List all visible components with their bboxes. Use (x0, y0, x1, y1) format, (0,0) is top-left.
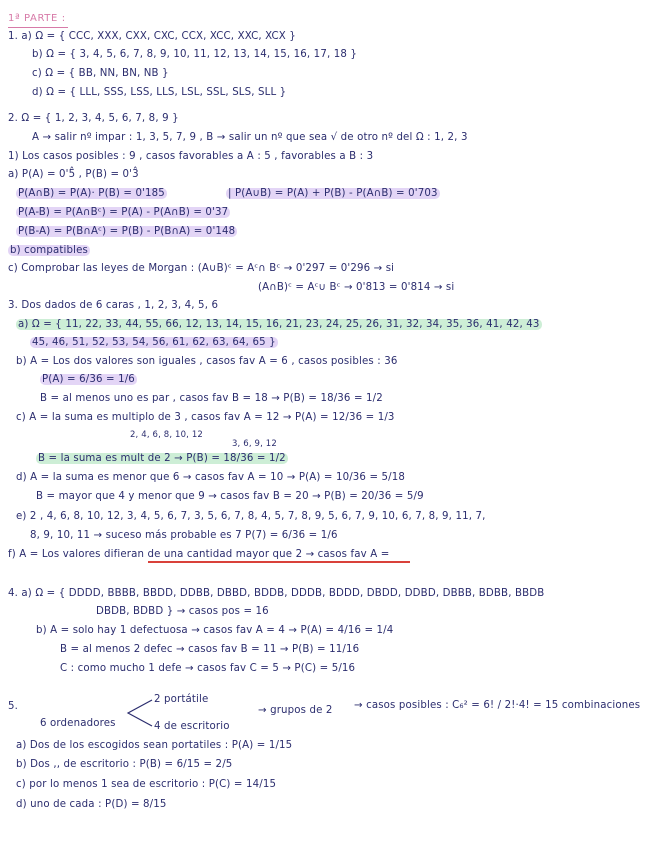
sample-space-highlight: 45, 46, 51, 52, 53, 54, 56, 61, 62, 63, 64, 65 } (32, 337, 276, 348)
problem-5a: a) Dos de los escogidos sean portatiles : P(A) = 1/15 (16, 740, 293, 751)
bracket-icon (126, 698, 154, 728)
highlighted-formula: P(A-B) = P(A∩Bᶜ) = P(A) - P(A∩B) = 0'37 (18, 207, 229, 218)
highlighted-answer: b) compatibles (10, 245, 88, 256)
problem-3a-2 (30, 336, 278, 349)
highlighted-result: P(A) = 6/36 = 1/6 (42, 374, 135, 385)
problem-2a-line1b (226, 187, 440, 200)
problem-2a-line3 (16, 225, 237, 238)
problem-3f: f) A = Los valores difieran de una cantidad mayor que 2 → casos fav A = (8, 549, 390, 560)
problem-5-groups: → grupos de 2 (258, 705, 333, 716)
problem-3e: e) 2 , 4, 6, 8, 10, 12, 3, 4, 5, 6, 7, 3, 5, 6, 7, 8, 4, 5, 7, 8, 9, 5, 6, 7, 9, 10, 6, 7, 8, 9, 11, 7, (16, 511, 486, 522)
problem-5-laptops: 2 portátile (154, 694, 209, 705)
section-title: 1ª PARTE : (8, 13, 66, 24)
problem-3d: d) A = la suma es menor que 6 → casos fav A = 10 → P(A) = 10/36 = 5/18 (16, 472, 405, 483)
red-underline (148, 561, 410, 563)
problem-5c: c) por lo menos 1 sea de escritorio : P(C) = 14/15 (16, 779, 277, 790)
problem-4a-2: DBDB, BDBD } → casos pos = 16 (96, 606, 269, 617)
problem-5b: b) Dos ,, de escritorio : P(B) = 6/15 = 2/5 (16, 759, 233, 770)
problem-3b-2: B = al menos uno es par , casos fav B = 18 → P(B) = 18/36 = 1/2 (40, 393, 383, 404)
problem-3c: c) A = la suma es multiplo de 3 , casos fav A = 12 → P(A) = 12/36 = 1/3 (16, 412, 395, 423)
highlighted-formula: P(A∩B) = P(A)· P(B) = 0'185 (18, 188, 165, 199)
problem-1c: c) Ω = { BB, NN, BN, NB } (32, 68, 169, 79)
problem-3c-multiples-2: 2, 4, 6, 8, 10, 12 (130, 430, 203, 440)
problem-3: 3. Dos dados de 6 caras , 1, 2, 3, 4, 5, 6 (8, 300, 219, 311)
problem-2a: a) P(A) = 0'5̂ , P(B) = 0'3̂ (8, 169, 139, 180)
problem-5-combinations: → casos posibles : C₆² = 6! / 2!·4! = 15 combinaciones (354, 700, 641, 711)
problem-4a: 4. a) Ω = { DDDD, BBBB, BBDD, DDBB, DBBD, BDDB, DDDB, BDDD, DBDD, DDBD, DBBB, BDBB, BBDB (8, 588, 545, 599)
highlighted-result: B = la suma es mult de 2 → P(B) = 18/36 = 1/2 (38, 453, 286, 464)
problem-3a (16, 318, 542, 331)
problem-3b-1 (40, 373, 137, 386)
problem-2a-line1 (16, 187, 167, 200)
sample-space-highlight: a) Ω = { 11, 22, 33, 44, 55, 66, 12, 13, 14, 15, 16, 21, 23, 24, 25, 26, 31, 32, 34, 35, 36, 41, 42, 43 (18, 319, 540, 330)
problem-3c-2 (36, 452, 288, 465)
problem-1d: d) Ω = { LLL, SSS, LSS, LLS, LSL, SSL, SLS, SLL } (32, 87, 287, 98)
problem-2c-2: (A∩B)ᶜ = Aᶜ∪ Bᶜ → 0'813 = 0'814 → si (258, 282, 455, 293)
title-underline (8, 27, 68, 28)
problem-3c-multiples-3: 3, 6, 9, 12 (232, 439, 277, 449)
highlighted-formula: P(B-A) = P(B∩Aᶜ) = P(B) - P(B∩A) = 0'148 (18, 226, 236, 237)
problem-5d: d) uno de cada : P(D) = 8/15 (16, 799, 167, 810)
problem-2c: c) Comprobar las leyes de Morgan : (A∪B)ᶜ = Aᶜ∩ Bᶜ → 0'297 = 0'296 → si (8, 263, 395, 274)
problem-1a: 1. a) Ω = { CCC, XXX, CXX, CXC, CCX, XCC, XXC, XCX } (8, 31, 296, 42)
problem-5-desktops: 4 de escritorio (154, 721, 230, 732)
problem-2a-line2 (16, 206, 230, 219)
problem-5-computers: 6 ordenadores (40, 718, 116, 729)
problem-4b-3: C : como mucho 1 defe → casos fav C = 5 → P(C) = 5/16 (60, 663, 356, 674)
problem-4b-2: B = al menos 2 defec → casos fav B = 11 → P(B) = 11/16 (60, 644, 360, 655)
problem-5: 5. (8, 701, 19, 712)
problem-4b: b) A = solo hay 1 defectuosa → casos fav A = 4 → P(A) = 4/16 = 1/4 (36, 625, 394, 636)
problem-3b: b) A = Los dos valores son iguales , casos fav A = 6 , casos posibles : 36 (16, 356, 398, 367)
problem-2-1: 1) Los casos posibles : 9 , casos favorables a A : 5 , favorables a B : 3 (8, 151, 374, 162)
problem-3d-2: B = mayor que 4 y menor que 9 → casos fav B = 20 → P(B) = 20/36 = 5/9 (36, 491, 424, 502)
problem-2: 2. Ω = { 1, 2, 3, 4, 5, 6, 7, 8, 9 } (8, 113, 179, 124)
problem-3e-2: 8, 9, 10, 11 → suceso más probable es 7 P(7) = 6/36 = 1/6 (30, 530, 338, 541)
highlighted-formula: | P(A∪B) = P(A) + P(B) - P(A∩B) = 0'703 (228, 188, 438, 199)
problem-2b (8, 244, 90, 257)
problem-2-events: A → salir nº impar : 1, 3, 5, 7, 9 , B → salir un nº que sea √ de otro nº del Ω : 1, 2, 3 (32, 132, 468, 143)
problem-1b: b) Ω = { 3, 4, 5, 6, 7, 8, 9, 10, 11, 12, 13, 14, 15, 16, 17, 18 } (32, 49, 358, 60)
